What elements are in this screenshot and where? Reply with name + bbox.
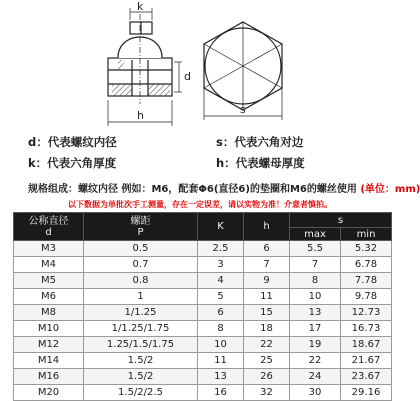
cell-k: 16 [198,385,244,401]
cell-s-min: 16.73 [341,321,392,337]
legend-d: d：代表螺纹内径 [28,135,117,149]
cell-s-min: 23.67 [341,369,392,385]
cell-s-min: 5.32 [341,241,392,257]
header-s-max: max [290,228,341,241]
label-k: k [137,0,144,13]
cell-diameter: M16 [14,369,84,385]
measurement-note: 以下数据为单批次手工测量，存在一定误差，请以实物为准！介意者慎拍。 [68,200,332,209]
table-row [14,385,392,401]
cell-k: 11 [198,353,244,369]
cell-h: 22 [244,337,290,353]
header-pitch-symbol: P [137,226,144,238]
label-s: s [240,103,246,116]
table-body [14,241,392,401]
table-row [14,289,392,305]
cell-k: 6 [198,305,244,321]
cell-diameter: M6 [14,289,84,305]
cell-diameter: M4 [14,257,84,273]
cell-k: 3 [198,257,244,273]
table-row [14,257,392,273]
cell-h: 18 [244,321,290,337]
header-pitch [84,213,198,241]
cell-diameter: M5 [14,273,84,289]
legend-h: h：代表螺母厚度 [216,156,305,170]
cell-h: 11 [244,289,290,305]
side-view-drawing [108,8,182,126]
cell-s-max: 17 [290,321,341,337]
cell-k: 5 [198,289,244,305]
cell-s-max: 22 [290,353,341,369]
header-diameter-label: 公称直径 [28,215,69,227]
cell-pitch: 0.7 [84,257,198,273]
cell-pitch: 1.5/2/2.5 [84,385,198,401]
cell-h: 15 [244,305,290,321]
cell-s-min: 18.67 [341,337,392,353]
cell-diameter: M10 [14,321,84,337]
cell-k: 2.5 [198,241,244,257]
table-row [14,321,392,337]
cell-s-max: 10 [290,289,341,305]
cell-s-min: 21.67 [341,353,392,369]
table-row [14,353,392,369]
cell-s-min: 29.16 [341,385,392,401]
table-row [14,241,392,257]
cell-s-max: 30 [290,385,341,401]
cell-h: 9 [244,273,290,289]
table-row [14,273,392,289]
table-row [14,369,392,385]
table-row [14,337,392,353]
cell-k: 10 [198,337,244,353]
cell-h: 7 [244,257,290,273]
cell-s-min: 6.78 [341,257,392,273]
header-s: s [290,213,392,228]
cell-diameter: M12 [14,337,84,353]
cell-pitch: 1/1.25/1.75 [84,321,198,337]
cell-s-min: 9.78 [341,289,392,305]
cell-k: 13 [198,369,244,385]
spec-composition [28,180,420,195]
cell-diameter: M3 [14,241,84,257]
spec-text: 规格组成：螺纹内径 例如：M6，配套Φ6(直径6)的垫圈和M6的螺丝使用 [28,184,357,195]
cell-s-max: 13 [290,305,341,321]
spec-unit: (单位：mm) [360,184,420,195]
cell-pitch: 1 [84,289,198,305]
cell-h: 6 [244,241,290,257]
cell-pitch: 0.8 [84,273,198,289]
header-pitch-label: 螺距 [130,215,151,227]
legend-s: s：代表六角对边 [216,135,304,149]
cell-diameter: M20 [14,385,84,401]
acorn-nut-diagram [0,0,400,130]
table-row [14,305,392,321]
cell-s-max: 5.5 [290,241,341,257]
label-h: h [137,109,144,122]
cell-pitch: 1.5/2 [84,369,198,385]
cell-h: 32 [244,385,290,401]
cell-s-max: 24 [290,369,341,385]
cell-h: 26 [244,369,290,385]
cell-s-min: 7.78 [341,273,392,289]
cell-diameter: M14 [14,353,84,369]
cell-pitch: 1.25/1.5/1.75 [84,337,198,353]
cell-pitch: 1/1.25 [84,305,198,321]
header-s-min: min [341,228,392,241]
cell-pitch: 0.5 [84,241,198,257]
cell-pitch: 1.5/2 [84,353,198,369]
cell-k: 8 [198,321,244,337]
legend-k: k：代表六角厚度 [28,156,117,170]
cell-diameter: M8 [14,305,84,321]
cell-h: 25 [244,353,290,369]
header-diameter [14,213,84,241]
cell-s-max: 8 [290,273,341,289]
header-k: K [198,213,244,241]
cell-s-max: 19 [290,337,341,353]
legend [0,130,400,178]
cell-k: 4 [198,273,244,289]
header-diameter-symbol: d [45,226,52,238]
label-d: d [184,70,191,83]
header-h: h [244,213,290,241]
cell-s-min: 12.73 [341,305,392,321]
cell-s-max: 7 [290,257,341,273]
dimension-table [13,212,392,401]
